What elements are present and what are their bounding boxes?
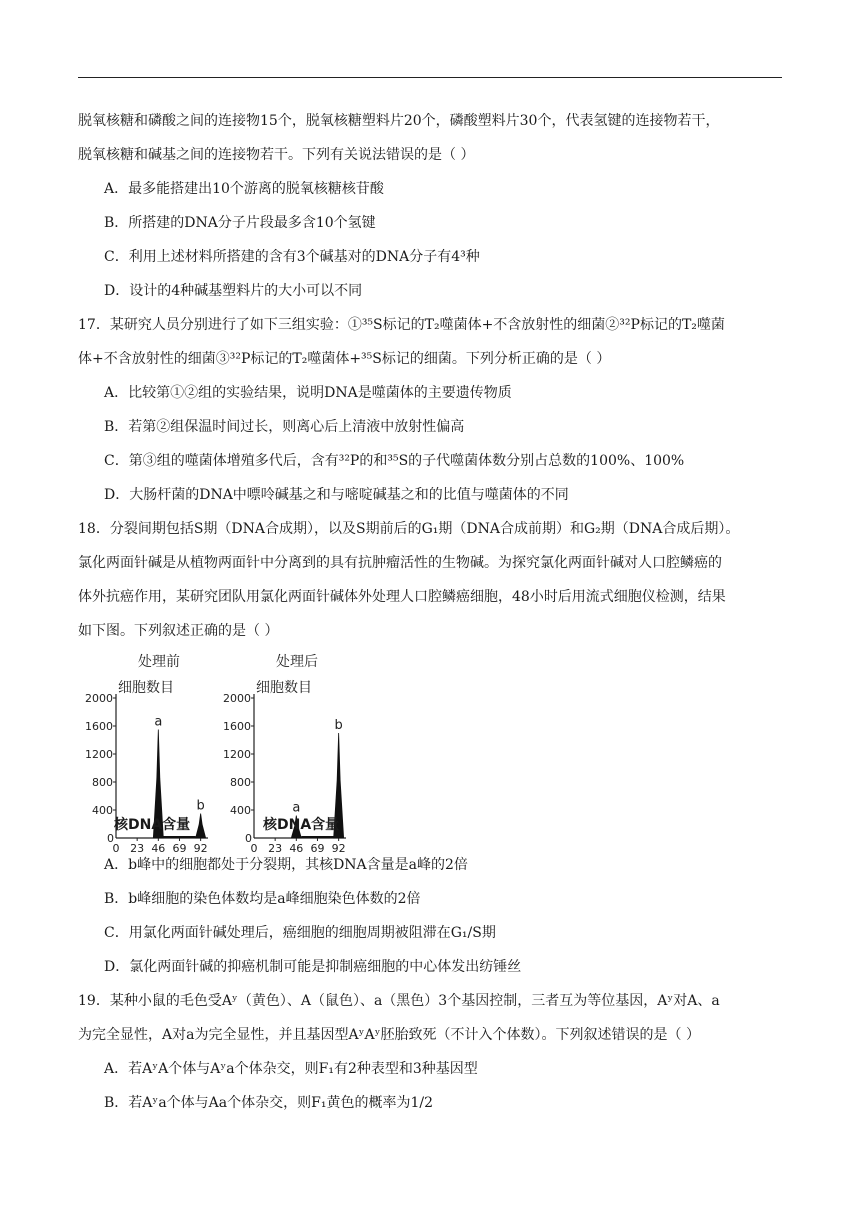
q16-option-b: B．所搭建的DNA分子片段最多含10个氢键 <box>104 215 376 231</box>
q18-stem-line-2: 氯化两面针碱是从植物两面针中分离到的具有抗肿瘤活性的生物碱。为探究氯化两面针碱对人口腔鳞癌的 <box>78 555 722 571</box>
q18-option-b: B．b峰细胞的染色体数均是a峰细胞染色体数的2倍 <box>104 891 421 907</box>
y-tick-label: 1600 <box>85 720 113 733</box>
q17-stem-line-1: 17．某研究人员分别进行了如下三组实验：①³⁵S标记的T₂噬菌体+不含放射性的细菌②³²P标记的T₂噬菌 <box>78 317 725 333</box>
q17-option-a: A．比较第①②组的实验结果，说明DNA是噬菌体的主要遗传物质 <box>104 385 512 401</box>
q16-option-c: C．利用上述材料所搭建的含有3个碱基对的DNA分子有4³种 <box>104 249 480 265</box>
q17-option-d: D．大肠杆菌的DNA中嘌呤碱基之和与嘧啶碱基之和的比值与噬菌体的不同 <box>104 487 569 503</box>
chart-title: 处理后 <box>276 654 318 670</box>
y-tick-label: 1200 <box>85 748 113 761</box>
x-tick-label: 92 <box>331 842 346 855</box>
q18-stem-line-3: 体外抗癌作用，某研究团队用氯化两面针碱体外处理人口腔鳞癌细胞，48小时后用流式细胞仪检测，结果 <box>78 589 726 605</box>
baseline-fill <box>163 836 195 838</box>
q17-stem-line-2: 体+不含放射性的细菌③³²P标记的T₂噬菌体+³⁵S标记的细菌。下列分析正确的是（ ） <box>78 351 611 367</box>
y-tick-label: 0 <box>245 832 252 845</box>
x-tick-label: 69 <box>310 842 325 855</box>
q18-stem-line-4: 如下图。下列叙述正确的是（ ） <box>78 623 279 639</box>
q17-option-b: B．若第②组保温时间过长，则离心后上清液中放射性偏高 <box>104 419 465 435</box>
q18-option-d: D．氯化两面针碱的抑癌机制可能是抑制癌细胞的中心体发出纺锤丝 <box>104 959 522 975</box>
x-axis-label-before: 核DNA含量 <box>114 817 191 833</box>
baseline-fill <box>301 836 333 838</box>
y-axis-label: 细胞数目 <box>118 680 174 696</box>
q18-option-a: A．b峰中的细胞都处于分裂期，其核DNA含量是a峰的2倍 <box>104 857 468 873</box>
y-tick-label: 1200 <box>223 748 251 761</box>
y-axis-label: 细胞数目 <box>256 680 312 696</box>
x-tick-label: 23 <box>268 842 283 855</box>
x-tick-label: 0 <box>250 842 258 855</box>
q16-option-d: D．设计的4种碱基塑料片的大小可以不同 <box>104 283 363 299</box>
q18-stem-line-1: 18．分裂间期包括S期（DNA合成期），以及S期前后的G₁期（DNA合成前期）和G₂期（DNA合成后期）。 <box>78 521 740 537</box>
x-tick-label: 23 <box>130 842 145 855</box>
peak-label-a: a <box>154 714 163 730</box>
x-tick-label: 46 <box>289 842 304 855</box>
q16-stem-line-2: 脱氧核糖和碱基之间的连接物若干。下列有关说法错误的是（ ） <box>78 147 475 163</box>
y-tick-label: 0 <box>107 832 114 845</box>
peak-label-b: b <box>334 718 343 733</box>
q19-stem-line-2: 为完全显性，A对a为完全显性，并且基因型AʸAʸ胚胎致死（不计入个体数）。下列叙述错误的是（ ） <box>78 1027 700 1043</box>
y-tick-label: 2000 <box>85 692 113 705</box>
q18-option-c: C．用氯化两面针碱处理后，癌细胞的细胞周期被阻滞在G₁/S期 <box>104 925 496 941</box>
chart-title: 处理前 <box>138 654 180 670</box>
peak-label-b: b <box>196 798 205 814</box>
peak-label-a: a <box>292 800 301 816</box>
x-tick-label: 0 <box>112 842 120 855</box>
x-tick-label: 69 <box>172 842 187 855</box>
q17-option-c: C．第③组的噬菌体增殖多代后，含有³²P的和³⁵S的子代噬菌体数分别占总数的100%、100% <box>104 453 685 469</box>
x-tick-label: 92 <box>193 842 208 855</box>
y-tick-label: 400 <box>230 804 251 817</box>
q19-option-a: A．若AʸA个体与Aʸa个体杂交，则F₁有2种表型和3种基因型 <box>104 1061 478 1077</box>
q16-option-a: A．最多能搭建出10个游离的脱氧核糖核苷酸 <box>104 181 384 197</box>
x-tick-label: 46 <box>151 842 166 855</box>
page-content <box>78 104 782 1120</box>
q16-stem-line-1: 脱氧核糖和磷酸之间的连接物15个，脱氧核糖塑料片20个，磷酸塑料片30个，代表氢键的连接物若干， <box>78 113 720 129</box>
x-axis-label-after: 核DNA含量 <box>263 817 340 833</box>
q19-stem-line-1: 19．某种小鼠的毛色受Aʸ（黄色）、A（鼠色）、a（黑色）3个基因控制，三者互为等位基因，Aʸ对A、a <box>78 993 720 1009</box>
y-tick-label: 800 <box>230 776 251 789</box>
y-tick-label: 1600 <box>223 720 251 733</box>
peak-b <box>196 814 206 839</box>
q19-option-b: B．若Aʸa个体与Aa个体杂交，则F₁黄色的概率为1/2 <box>104 1095 433 1111</box>
y-tick-label: 2000 <box>223 692 251 705</box>
header-rule <box>78 77 782 78</box>
y-tick-label: 400 <box>92 804 113 817</box>
y-tick-label: 800 <box>92 776 113 789</box>
